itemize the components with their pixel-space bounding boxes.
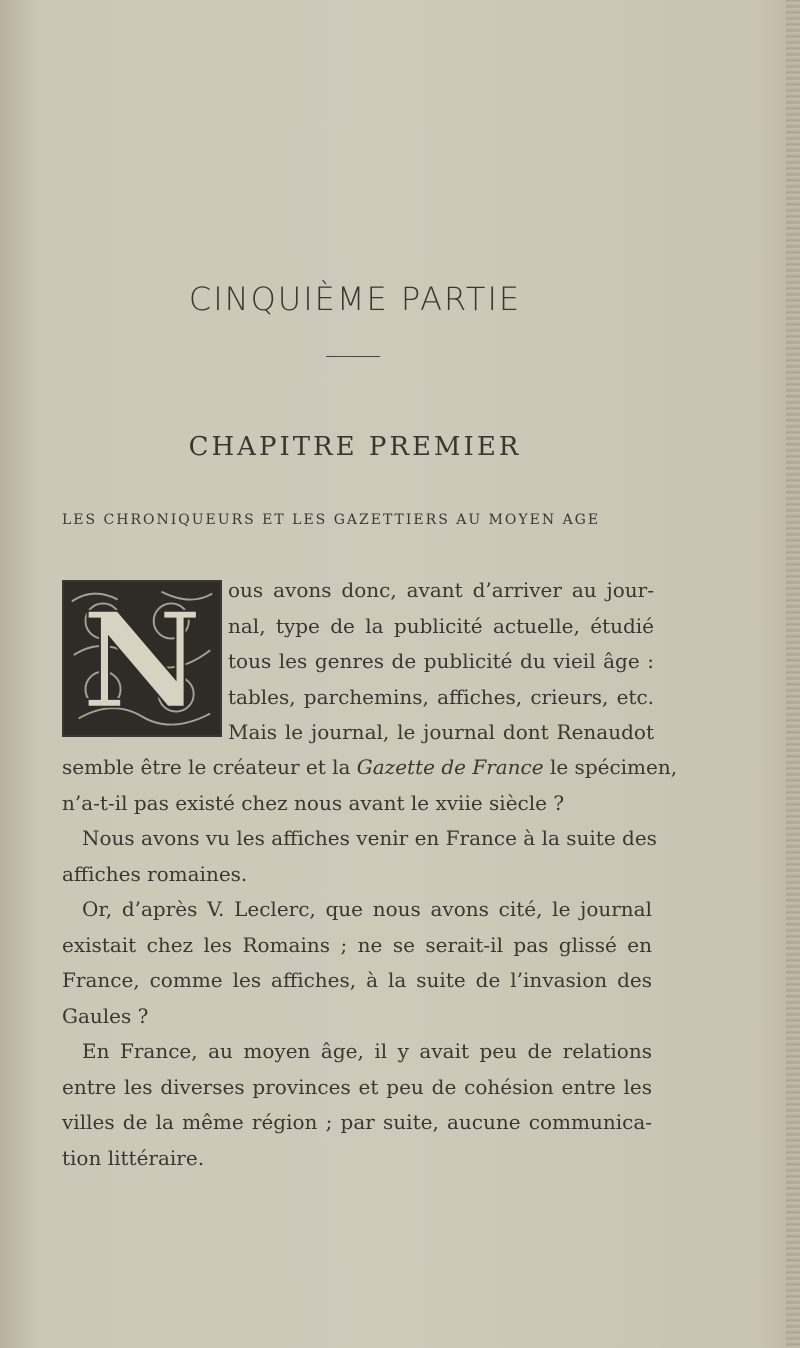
text-line: Gaules ? <box>62 1003 149 1028</box>
text-line: entre les diverses provinces et peu de cohésion entre les <box>62 1074 652 1099</box>
text-line: ous avons donc, avant d’arriver au jour- <box>228 578 654 602</box>
text-line: existait chez les Romains ; ne se serait-il pas glissé en <box>62 932 652 957</box>
text-run: le spécimen, <box>543 755 678 779</box>
text-line: tous les genres de publicité du vieil âge : <box>228 649 654 673</box>
text-line: Mais le journal, le journal dont Renaudot <box>228 720 654 744</box>
text-line <box>62 750 678 786</box>
text-line: tion littéraire. <box>62 1145 205 1170</box>
text-line: Nous avons vu les affiches venir en France à la suite des <box>82 826 657 850</box>
text-line: n’a-t-il pas existé chez nous avant le xviie siècle ? <box>62 790 565 815</box>
part-title: CINQUIÈME PARTIE <box>188 280 522 318</box>
page-edge <box>786 0 800 1348</box>
dropcap-letter: N <box>81 583 203 735</box>
text-line: nal, type de la publicité actuelle, étudié <box>228 613 654 638</box>
paragraph-1-wrapped <box>228 573 654 751</box>
text-line: Or, d’après V. Leclerc, que nous avons cité, le journal <box>82 897 652 921</box>
text-line: tables, parchemins, affiches, crieurs, etc. <box>228 684 654 709</box>
italic-title: Gazette de France <box>356 755 544 779</box>
text-line: France, comme les affiches, à la suite de l’invasion des <box>62 968 652 992</box>
ornament-icon <box>64 582 220 735</box>
chapter-title: CHAPITRE PREMIER <box>188 432 522 462</box>
title-rule <box>326 356 380 357</box>
text-line: villes de la même région ; par suite, aucune communica- <box>62 1110 652 1134</box>
text-run: semble être le créateur et la <box>62 755 357 779</box>
text-line: affiches romaines. <box>62 861 248 886</box>
text-line: En France, au moyen âge, il y avait peu de relations <box>82 1039 652 1063</box>
paragraph-1-continued <box>62 750 678 1176</box>
ornamental-initial-n <box>62 580 222 737</box>
chapter-subtitle: LES CHRONIQUEURS ET LES GAZETTIERS AU MOYEN AGE <box>62 512 601 528</box>
